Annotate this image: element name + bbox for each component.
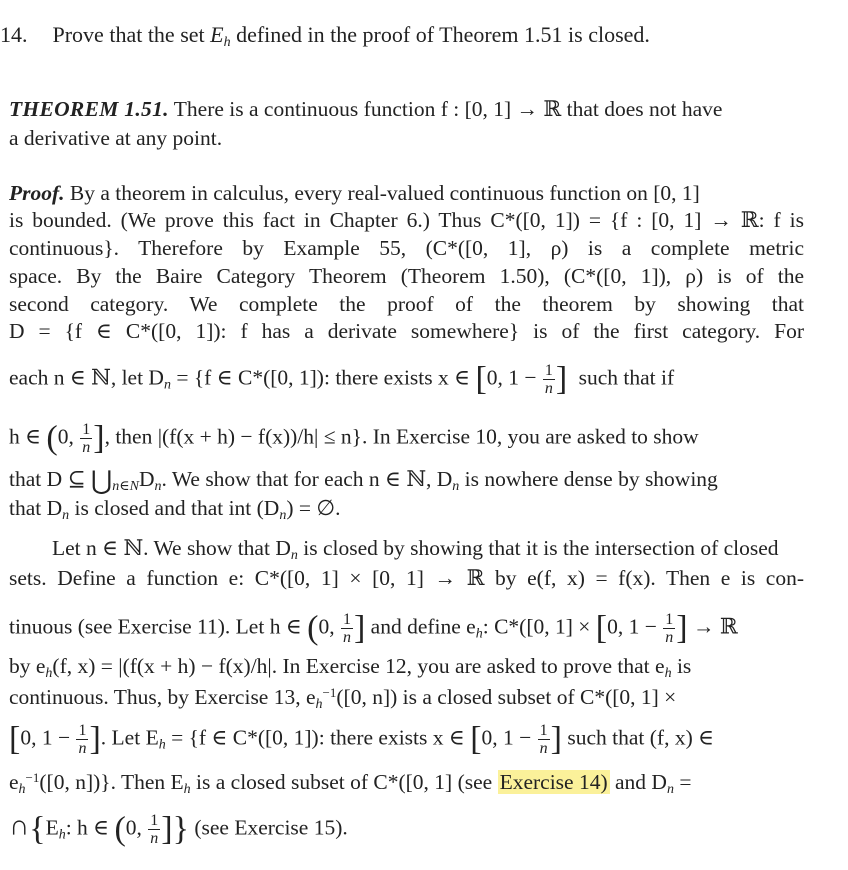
fraction-1-over-n: $\frac{1}{n}$ — [342, 611, 351, 646]
fraction-1-over-n: $\frac{1}{n}$ — [665, 611, 674, 646]
proof-heading: Proof. — [9, 181, 65, 205]
proof-line-10: that $D_n$ is closed and that int $(D_n)$ = ∅. — [9, 496, 341, 523]
proof-line-9: that D ⊆ $⋃_{n\in N}D_n$. We show that for each n ∈ ℕ, $D_n$ is nowhere dense by showing — [9, 466, 718, 495]
proof-line-3: continuous}. Therefore by Example 55, (C*([0, 1], ρ) is a complete metric — [9, 236, 804, 260]
para2-line-4: by $e_h(f$, x) = |(f(x + h) − f(x)/h|. In Exercise 12, you are asked to prove that $e_h$ is — [9, 654, 692, 681]
proof-line-4: space. By the Baire Category Theorem (Theorem 1.50), (C*([0, 1]), ρ) is of the — [9, 264, 804, 288]
exercise-line: 14. Prove that the set $E_h$ defined in the proof of Theorem 1.51 is closed. — [0, 22, 650, 50]
para2-line-8: $\cap\{E_h$: h ∈ (0, $\frac{1}{n}$ ]} (see Exercise 15). — [9, 810, 348, 848]
proof-line-8: h ∈ (0, $\frac{1}{n}$ ], then |(f(x + h) − f(x))/h| ≤ n}. In Exercise 10, you are asked to show — [9, 419, 699, 457]
exercise-number: 14. — [0, 22, 28, 47]
fraction-1-over-n: $\frac{1}{n}$ — [150, 812, 159, 847]
para2-line-3: tinuous (see Exercise 11). Let h ∈ (0, $\frac{1}{n}$ ] and define $e_h$: C*([0, 1] × [0, 1 − $\frac{1}{n}$ ] → ℝ — [9, 609, 738, 647]
theorem-line-1: THEOREM 1.51. There is a continuous function f : [0, 1] → ℝ that does not have — [9, 97, 723, 121]
exercise-14-link-highlight[interactable]: Exercise 14) — [499, 770, 608, 794]
theorem-line-2: a derivative at any point. — [9, 126, 223, 150]
fraction-1-over-n: $\frac{1}{n}$ — [544, 362, 553, 397]
proof-line-6: D = {f ∈ C*([0, 1]): f has a derivate somewhere} is of the first category. For — [9, 319, 804, 343]
proof-line-2: is bounded. (We prove this fact in Chapter 6.) Thus C*([0, 1]) = {f : [0, 1] → ℝ: f is — [9, 208, 804, 232]
para2-line-7: $e_h^{-1}([0$, n])}. Then $E_h$ is a closed subset of C*([0, 1] (see Exercise 14) and $D_n$ = — [9, 770, 692, 797]
para2-line-5: continuous. Thus, by Exercise 13, $e_h^{-1}([0$, n]) is a closed subset of C*([0, 1] × — [9, 685, 677, 712]
theorem-heading: THEOREM 1.51. — [9, 97, 169, 121]
fraction-1-over-n: $\frac{1}{n}$ — [78, 722, 87, 757]
fraction-1-over-n: $\frac{1}{n}$ — [82, 421, 91, 456]
proof-line-7: each n ∈ ℕ, let $D_n = \{f$ ∈ C*([0, 1]): there exists x ∈ [0, 1 − $\frac{1}{n}$ ] such that if — [9, 360, 675, 398]
para2-line-2: sets. Define a function e: C*([0, 1] × [0, 1] → ℝ by e(f, x) = f(x). Then e is con- — [9, 566, 804, 590]
fraction-1-over-n: $\frac{1}{n}$ — [539, 722, 548, 757]
para2-line-1: Let n ∈ ℕ. We show that $D_n$ is closed by showing that it is the intersection of closed — [52, 536, 779, 563]
para2-line-6: [0, 1 − $\frac{1}{n}$ ]. Let $E_h = \{f$ ∈ C*([0, 1]): there exists x ∈ [0, 1 − $\frac{1}{n}$ ] such that (f, x) ∈ — [9, 720, 715, 758]
proof-line-5: second category. We complete the proof of the theorem by showing that — [9, 292, 804, 316]
proof-line-1: Proof. By a theorem in calculus, every real-valued continuous function on [0, 1] — [9, 181, 700, 205]
